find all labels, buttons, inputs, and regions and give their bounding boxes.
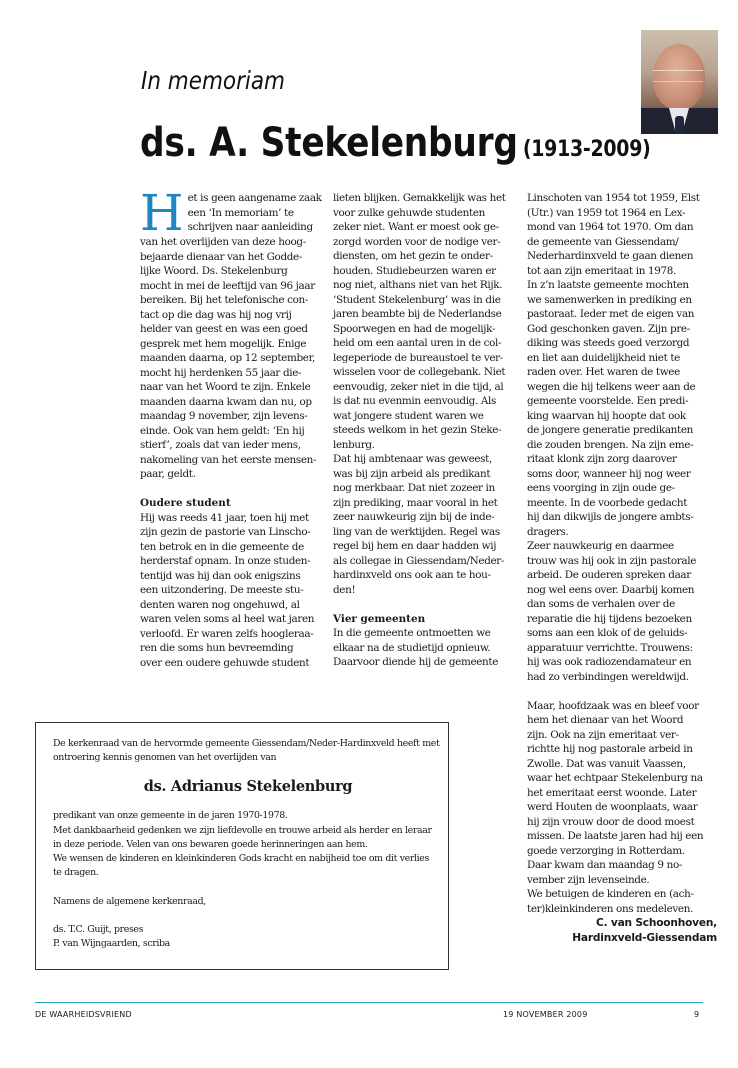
text-line: ritaat klonk zijn zorg daarover (527, 453, 677, 465)
text-line: elkaar na de studietijd opnieuw. (333, 641, 491, 654)
text-line: hij zijn vrouw door de dood moest (527, 815, 695, 828)
text-line: het emeritaat eerst woonde. Later (527, 786, 697, 799)
text-line: richtte hij nog pastorale arbeid in (527, 743, 693, 755)
text-line: wat jongere student waren we (333, 409, 484, 422)
text-line: een ‘In memoriam’ te (187, 206, 294, 219)
text-line: zeer nauwkeurig zijn bij de inde- (333, 511, 495, 523)
text-line: we samenwerken in prediking en (527, 293, 692, 306)
text-line: helder van geest en was een goed (140, 323, 308, 335)
article-column-2 (333, 191, 523, 670)
text-line: et is geen aangename zaak (187, 192, 322, 204)
text-line: pastoraat. Ieder met de eigen van (527, 308, 695, 320)
text-line: de jongere generatie predikanten (527, 424, 693, 436)
page-number: 9 (694, 1010, 700, 1019)
paragraph (527, 887, 717, 916)
text-line: Met dankbaarheid gedenken we zijn liefdevolle en trouwe arbeid als herder en leraar (53, 824, 432, 836)
notice-gap (53, 880, 443, 894)
text-line: Daarvoor diende hij de gemeente (333, 656, 499, 668)
paragraph (333, 452, 523, 597)
footer-date: 19 NOVEMBER 2009 (503, 1010, 588, 1019)
text-line: Dat hij ambtenaar was geweest, (333, 453, 492, 465)
text-line: ‘Student Stekelenburg’ was in die (333, 293, 501, 306)
text-line: steeds welkom in het gezin Steke- (333, 424, 502, 436)
text-line: apparatuur verrichtte. Trouwens: (527, 641, 693, 654)
text-line: einde. Ook van hem geldt: ‘En hij (140, 424, 305, 437)
condolence-notice (35, 722, 449, 970)
text-line: vember zijn levenseinde. (527, 873, 650, 886)
text-line: eenvoudig, zeker niet in die tijd, al (333, 380, 504, 393)
text-line: hij dan dikwijls de jongere ambts- (527, 511, 694, 523)
text-line: Zeer nauwkeurig en daarmee (527, 540, 674, 552)
text-line: soms door, wanneer hij nog weer (527, 467, 691, 480)
notice-deceased-name: ds. Adrianus Stekelenburg (143, 778, 353, 796)
portrait-glasses (653, 70, 703, 82)
article-title (140, 120, 650, 166)
text-line: voor zulke gehuwde studenten (333, 206, 485, 219)
text-line: mocht in mei de leeftijd van 96 jaar (140, 279, 315, 292)
text-line: ter)kleinkinderen ons medeleven. (527, 902, 694, 915)
text-line: zijn prediking, maar vooral in het (333, 496, 498, 509)
text-line: wisselen voor de collegebank. Niet (333, 366, 506, 378)
paragraph (527, 699, 717, 888)
footer-divider (35, 1002, 703, 1003)
text-line: Linschoten van 1954 tot 1959, Elst (527, 192, 700, 204)
text-line: naar van het Woord te zijn. Enkele (140, 381, 311, 393)
text-line: predikant van onze gemeente in de jaren 1970-1978. (53, 810, 288, 822)
notice-signatories (53, 923, 443, 951)
paragraph (140, 235, 330, 482)
text-line: paar, geldt. (140, 468, 196, 480)
text-line: Maar, hoofdzaak was en bleef voor (527, 699, 699, 712)
text-line: nog merkbaar. Dat niet zozeer in (333, 482, 495, 494)
text-line: maanden daarna kwam dan nu, op (140, 395, 312, 408)
text-line: maandag 9 november, zijn levens- (140, 410, 308, 422)
text-line: legeperiode de bureaustoel te ver- (333, 351, 503, 364)
notice-text (53, 809, 443, 880)
text-line: herderstaf opnam. In onze studen- (140, 555, 311, 567)
text-line: bejaarde dienaar van het Godde- (140, 250, 303, 263)
text-line: dan soms de verhalen over de (527, 598, 675, 610)
paragraph-gap (140, 482, 330, 497)
paragraph (527, 278, 717, 539)
notice-body (53, 737, 443, 951)
text-line: ling van de werktijden. Regel was (333, 525, 500, 538)
text-line: waren velen soms al heel wat jaren (140, 613, 315, 625)
text-line: een uitzondering. De meeste stu- (140, 584, 304, 596)
text-line: tot aan zijn emeritaat in 1978. (527, 264, 677, 277)
text-line: trouw was hij ook in zijn pastorale (527, 554, 696, 567)
text-line: diking was steeds goed verzorgd (527, 337, 690, 349)
text-line: schrijven naar aanleiding (187, 221, 313, 233)
text-line: De kerkenraad van de hervormde gemeente Giessendam/Neder-Hardinxveld heeft met (53, 738, 440, 749)
text-line: de gemeente van Giessendam/ (527, 235, 679, 248)
text-line: (Utr.) van 1959 tot 1964 en Lex- (527, 206, 686, 219)
text-line: nog niet, althans niet van het Rijk. (333, 279, 503, 291)
author-name: C. van Schoonhoven, (596, 917, 717, 929)
text-line: arbeid. De ouderen spreken daar (527, 569, 691, 581)
text-line: meente. In de voorbede gedacht (527, 496, 688, 509)
text-line: lieten blijken. Gemakkelijk was het (333, 192, 506, 204)
text-line: lenburg. (333, 438, 375, 451)
text-line: waar het echtpaar Stekelenburg na (527, 772, 703, 784)
text-line: te dragen. (53, 867, 99, 879)
text-line: ren die soms hun bevreemding (140, 642, 294, 654)
text-line: mocht hij herdenken 55 jaar die- (140, 366, 302, 379)
text-line: zijn gezin de pastorie van Linscho- (140, 526, 311, 538)
article-kicker: In memoriam (141, 66, 286, 95)
text-line: tact op die dag was hij nog vrij (140, 308, 292, 321)
text-line: diensten, om het gezin te onder- (333, 250, 493, 262)
portrait-tie (675, 116, 684, 134)
text-line: stierf’, zoals dat van ieder mens, (140, 439, 301, 451)
text-line: gesprek met hem mogelijk. Enige (140, 337, 307, 350)
paragraph (140, 511, 330, 671)
text-line: bereiken. Bij het telefonische con- (140, 294, 309, 306)
text-line: die zouden brengen. Na zijn eme- (527, 438, 694, 451)
text-line: van het overlijden van deze hoog- (140, 236, 306, 248)
text-line: lijke Woord. Ds. Stekelenburg (140, 265, 288, 277)
text-line: verloofd. Er waren zelfs hoogleraa- (140, 627, 314, 640)
text-line: had zo verbindingen wereldwijd. (527, 670, 689, 683)
text-line: houden. Studiebeurzen waren er (333, 264, 496, 277)
text-line: heid om een aantal uren in de col- (333, 337, 502, 349)
text-line: king waarvan hij hoopte dat ook (527, 409, 686, 422)
author-place: Hardinxveld-Giessendam (572, 931, 717, 944)
text-line: We wensen de kinderen en kleinkinderen Gods kracht en nabijheid toe om dit verlies (53, 853, 429, 865)
text-line: denten waren nog ongehuwd, al (140, 598, 300, 611)
text-line: mond van 1964 tot 1970. Om dan (527, 221, 694, 233)
text-line: en liet aan duidelijkheid niet te (527, 351, 680, 364)
text-line: raden over. Het waren de twee (527, 366, 680, 378)
text-line: zeker niet. Want er moest ook ge- (333, 221, 499, 233)
subheading-vier-gemeenten: Vier gemeenten (333, 612, 426, 625)
paragraph-gap (527, 684, 717, 699)
text-line: ds. T.C. Guijt, preses (53, 924, 144, 935)
paragraph (333, 626, 523, 670)
portrait-photo (641, 30, 718, 134)
text-line: maanden daarna, op 12 september, (140, 352, 316, 364)
text-line: hij was ook radiozendamateur en (527, 656, 692, 668)
article-column-1 (140, 184, 330, 670)
text-line: is dat nu evenmin eenvoudig. Als (333, 395, 497, 407)
notice-intro (53, 737, 443, 765)
text-line: tentijd was hij dan ook enigszins (140, 569, 301, 582)
text-line: Spoorwegen en had de mogelijk- (333, 322, 496, 335)
text-line: Zwolle. Dat was vanuit Vaassen, (527, 757, 686, 770)
text-line: nakomeling van het eerste mensen- (140, 453, 317, 466)
title-name: ds. A. Stekelenburg (140, 120, 518, 166)
text-line: missen. De laatste jaren had hij een (527, 830, 704, 842)
text-line: Daar kwam dan maandag 9 no- (527, 859, 683, 871)
text-line: zijn. Ook na zijn emeritaat ver- (527, 728, 679, 741)
text-line: nog wel eens over. Daarbij komen (527, 583, 695, 596)
text-line: over een oudere gehuwde student (140, 656, 310, 669)
paragraph-gap (333, 597, 523, 612)
text-line: ten betrok en in die gemeente de (140, 540, 304, 553)
text-line: eens voorging in zijn oude ge- (527, 482, 675, 494)
text-line: zorgd worden voor de nodige ver- (333, 235, 501, 248)
text-line: Nederhardinxveld te gaan dienen (527, 250, 694, 262)
text-line: dragers. (527, 525, 569, 538)
paragraph (333, 191, 523, 452)
notice-gap (53, 909, 443, 923)
text-line: gemeente voorstelde. Een predi- (527, 395, 689, 407)
text-line: P. van Wijngaarden, scriba (53, 938, 170, 950)
paragraph (527, 539, 717, 684)
text-line: wegen die hij telkens weer aan de (527, 380, 696, 393)
paragraph (527, 191, 717, 278)
subheading-oudere-student: Oudere student (140, 497, 231, 509)
text-line: werd Houten de woonplaats, waar (527, 801, 698, 813)
text-line: ontroering kennis genomen van het overlijden van (53, 752, 277, 764)
text-line: In die gemeente ontmoetten we (333, 627, 491, 639)
text-line: goede verzorging in Rotterdam. (527, 844, 685, 857)
notice-closing: Namens de algemene kerkenraad, (53, 895, 206, 907)
text-line: Hij was reeds 41 jaar, toen hij met (140, 511, 309, 524)
text-line: We betuigen de kinderen en (ach- (527, 888, 694, 900)
title-years: (1913-2009) (522, 137, 651, 162)
text-line: als collegae in Giessendam/Neder- (333, 554, 505, 567)
text-line: hem het dienaar van het Woord (527, 714, 684, 726)
text-line: in deze periode. Velen van ons bewaren goede herinneringen aan hem. (53, 838, 368, 850)
text-line: soms aan een klok of de geluids- (527, 627, 688, 639)
text-line: reparatie die hij tijdens bezoeken (527, 612, 692, 625)
text-line: In z’n laatste gemeente mochten (527, 279, 689, 291)
footer-publication: DE WAARHEIDSVRIEND (35, 1010, 132, 1019)
drop-cap: H (140, 184, 184, 242)
text-line: God geschonken gaven. Zijn pre- (527, 322, 690, 335)
text-line: den! (333, 583, 356, 596)
article-column-3 (527, 191, 717, 945)
text-line: jaren beambte bij de Nederlandse (333, 308, 502, 320)
text-line: was bij zijn arbeid als predikant (333, 467, 491, 480)
text-line: hardinxveld ons ook aan te hou- (333, 569, 491, 581)
text-line: regel bij hem en daar hadden wij (333, 540, 497, 552)
